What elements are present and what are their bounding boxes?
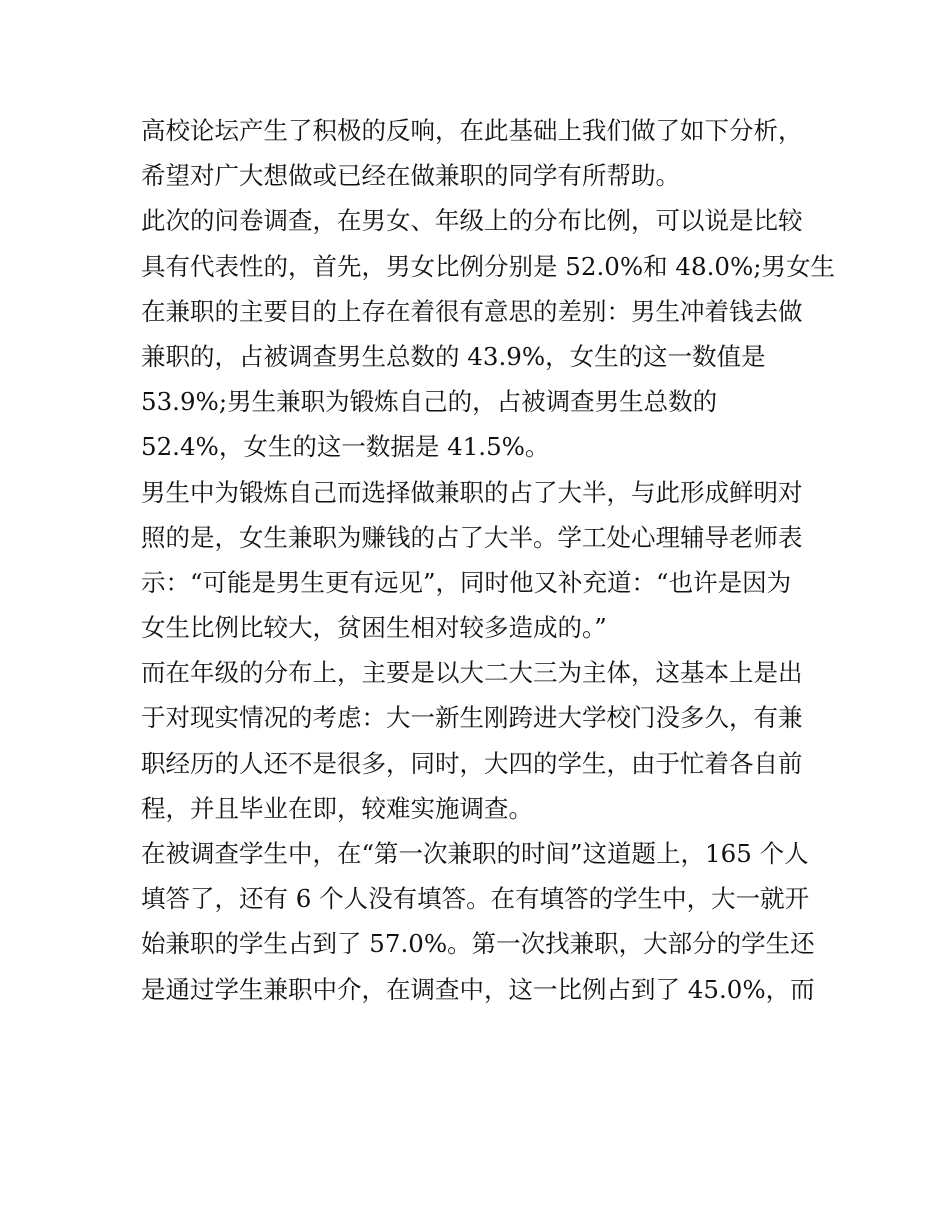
text-line: 男生中为锻炼自己而选择做兼职的占了大半，与此形成鲜明对	[141, 477, 803, 507]
text-line: 具有代表性的，首先，男女比例分别是 52.0%和 48.0%;男女生	[141, 251, 835, 281]
text-line: 程，并且毕业在即，较难实施调查。	[141, 793, 533, 823]
text-line: 示：“可能是男生更有远见”，同时他又补充道：“也许是因为	[141, 567, 792, 597]
text-line: 53.9%;男生兼职为锻炼自己的，占被调查男生总数的	[141, 387, 718, 417]
text-line: 是通过学生兼职中介，在调查中，这一比例占到了 45.0%，而	[141, 974, 815, 1004]
text-line: 照的是，女生兼职为赚钱的占了大半。学工处心理辅导老师表	[141, 522, 803, 552]
text-line: 填答了，还有 6 个人没有填答。在有填答的学生中，大一就开	[141, 884, 810, 914]
text-line: 而在年级的分布上，主要是以大二大三为主体，这基本上是出	[141, 658, 803, 688]
text-line: 在被调查学生中，在“第一次兼职的时间”这道题上，165 个人	[141, 839, 809, 868]
text-line: 职经历的人还不是很多，同时，大四的学生，由于忙着各自前	[141, 748, 803, 778]
text-line: 52.4%，女生的这一数据是 41.5%。	[141, 432, 550, 462]
document-body	[141, 108, 835, 1012]
text-line: 兼职的，占被调查男生总数的 43.9%，女生的这一数值是	[141, 341, 766, 371]
text-line: 希望对广大想做或已经在做兼职的同学有所帮助。	[141, 161, 680, 191]
text-line: 在兼职的主要目的上存在着很有意思的差别：男生冲着钱去做	[141, 296, 803, 326]
text-line: 此次的问卷调查，在男女、年级上的分布比例，可以说是比较	[141, 206, 803, 236]
text-line: 始兼职的学生占到了 57.0%。第一次找兼职，大部分的学生还	[141, 929, 815, 959]
text-line: 于对现实情况的考虑：大一新生刚跨进大学校门没多久，有兼	[141, 703, 803, 733]
text-line: 女生比例比较大，贫困生相对较多造成的。”	[141, 613, 607, 643]
text-line: 高校论坛产生了积极的反响，在此基础上我们做了如下分析，	[141, 116, 803, 145]
